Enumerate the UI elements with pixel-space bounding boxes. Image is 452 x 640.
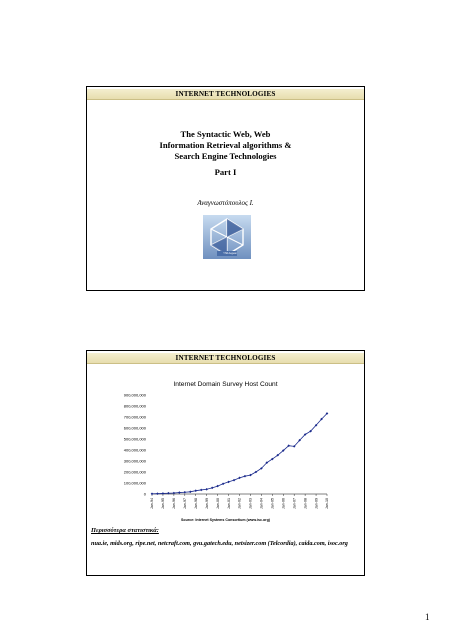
data-point <box>189 491 192 494</box>
part-label: Part I <box>214 167 237 177</box>
x-tick-label: Jan-02 <box>237 498 242 509</box>
more-stats-label: Περισσότερα στατιστικά: <box>91 527 159 534</box>
x-tick-label: Jan-00 <box>215 498 220 509</box>
chart-title: Internet Domain Survey Host Count <box>173 381 278 388</box>
data-point <box>244 475 247 478</box>
x-tick-label: Jan-10 <box>325 498 330 509</box>
y-tick-label: 700,000,000 <box>123 414 146 420</box>
series-host-count <box>151 412 329 495</box>
title-line: Search Engine Technologies <box>174 151 277 161</box>
x-tick-label: Jan-97 <box>183 498 188 509</box>
y-axis <box>124 392 147 496</box>
title-slide <box>86 86 365 291</box>
slide-header: INTERNET TECHNOLOGIES <box>175 354 276 362</box>
x-tick-label: Jan-05 <box>270 498 275 509</box>
x-axis <box>150 494 329 509</box>
y-tick-label: 900,000,000 <box>123 392 146 398</box>
data-point <box>200 489 203 492</box>
data-point <box>238 477 241 480</box>
data-point <box>184 491 187 494</box>
x-tick-label: Jan-03 <box>248 498 253 509</box>
author-name: Αναγνωστόπουλος Ι. <box>197 199 254 207</box>
x-tick-label: Jan-98 <box>193 498 198 509</box>
data-point <box>216 485 219 488</box>
series-line <box>152 413 327 493</box>
data-point <box>233 479 236 482</box>
y-tick-label: 200,000,000 <box>123 469 146 475</box>
data-point <box>151 492 154 495</box>
y-tick-label: 500,000,000 <box>123 436 146 442</box>
title-line: Information Retrieval algorithms & <box>159 140 292 150</box>
y-tick-label: 0 <box>143 491 146 497</box>
x-tick-label: Jan-07 <box>292 498 297 509</box>
data-point <box>222 482 225 485</box>
x-tick-label: Jan-94 <box>150 498 155 509</box>
y-tick-label: 600,000,000 <box>123 425 146 431</box>
y-tick-label: 300,000,000 <box>123 458 146 464</box>
y-tick-label: 100,000,000 <box>123 480 146 486</box>
chart-slide <box>86 350 365 576</box>
data-point <box>227 481 230 484</box>
x-tick-label: Jan-09 <box>314 498 319 509</box>
x-tick-label: Jan-01 <box>226 498 231 509</box>
title-line: The Syntactic Web, Web <box>180 129 271 139</box>
slide-title <box>87 129 364 162</box>
data-point <box>194 489 197 492</box>
data-point <box>205 488 208 491</box>
x-tick-label: Jan-96 <box>172 498 177 509</box>
x-tick-label: Jan-95 <box>161 498 166 509</box>
page-number: 1 <box>425 612 430 622</box>
x-tick-label: Jan-06 <box>281 498 286 509</box>
y-tick-label: 800,000,000 <box>123 403 146 409</box>
x-tick-label: Jan-99 <box>204 498 209 509</box>
slide-header: INTERNET TECHNOLOGIES <box>175 90 276 98</box>
data-point <box>178 491 181 494</box>
x-tick-label: Jan-08 <box>303 498 308 509</box>
data-point <box>162 492 165 495</box>
x-tick-label: Jan-04 <box>259 498 264 509</box>
data-point <box>156 492 159 495</box>
data-point <box>211 487 214 490</box>
chart-source: Source: Internet Systems Consortium (www.isc.org) <box>181 518 270 522</box>
more-stats-sites: nua.ie, mids.org, ripe.net, netcraft.com, gvu.gatech.edu, netsizer.com (Telcordia), caida.com, isoc.org <box>91 540 348 547</box>
logo-caption: YHA Aegean <box>223 252 237 255</box>
y-tick-label: 400,000,000 <box>123 447 146 453</box>
